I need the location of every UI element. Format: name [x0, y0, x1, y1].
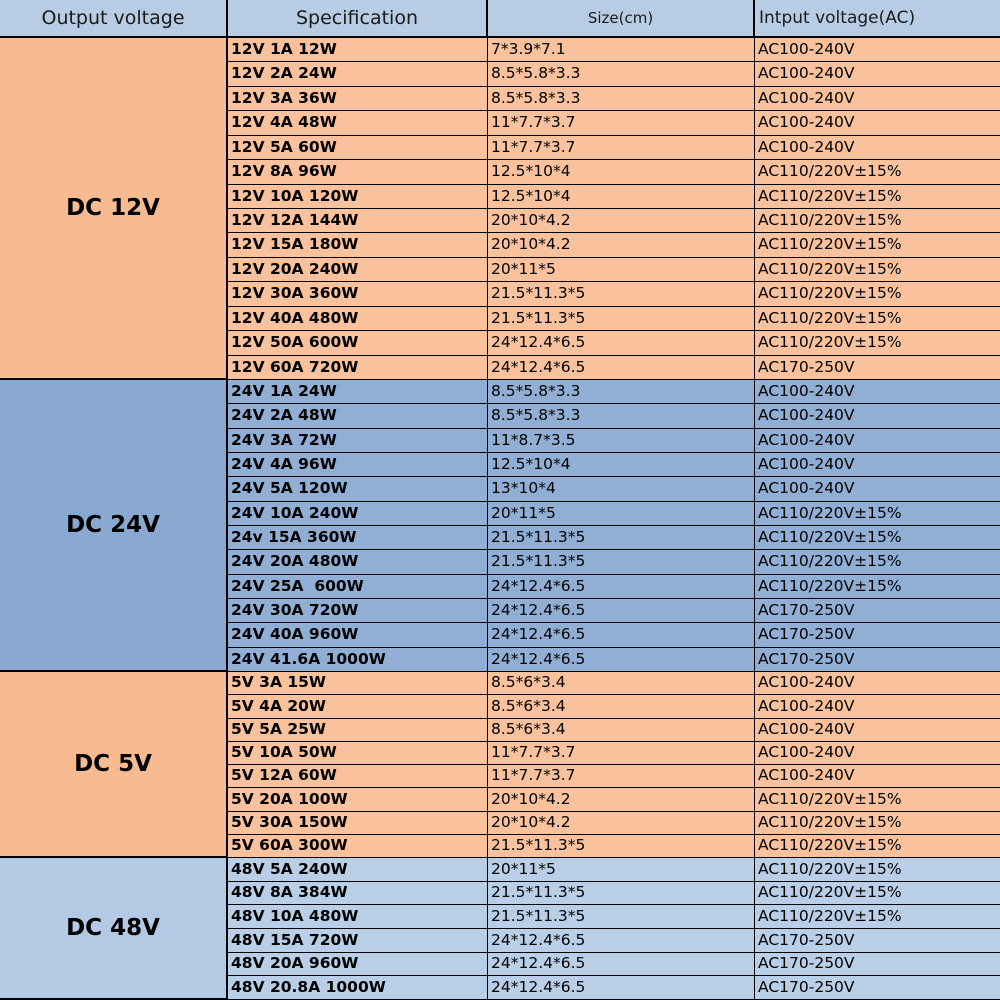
cell-input: AC110/220V±15% [755, 185, 1000, 209]
cell-size: 8.5*5.8*3.3 [488, 87, 755, 111]
cell-size: 24*12.4*6.5 [488, 331, 755, 355]
cell-spec: 24v 15A 360W [228, 526, 488, 550]
cell-size: 21.5*11.3*5 [488, 282, 755, 306]
cell-spec: 24V 2A 48W [228, 404, 488, 428]
cell-input: AC170-250V [755, 623, 1000, 647]
cell-size: 24*12.4*6.5 [488, 623, 755, 647]
cell-size: 21.5*11.3*5 [488, 550, 755, 574]
cell-spec: 48V 8A 384W [228, 882, 488, 906]
cell-input: AC110/220V±15% [755, 858, 1000, 882]
cell-spec: 48V 20A 960W [228, 953, 488, 977]
cell-spec: 5V 4A 20W [228, 695, 488, 718]
cell-size: 11*8.7*3.5 [488, 429, 755, 453]
cell-size: 8.5*6*3.4 [488, 672, 755, 695]
group-label-dc-5v: DC 5V [0, 672, 228, 858]
cell-size: 13*10*4 [488, 477, 755, 501]
cell-size: 20*10*4.2 [488, 812, 755, 835]
cell-input: AC100-240V [755, 719, 1000, 742]
cell-spec: 5V 20A 100W [228, 788, 488, 811]
cell-spec: 24V 4A 96W [228, 453, 488, 477]
cell-input: AC100-240V [755, 429, 1000, 453]
cell-spec: 12V 10A 120W [228, 185, 488, 209]
cell-input: AC170-250V [755, 976, 1000, 1000]
cell-size: 20*11*5 [488, 258, 755, 282]
cell-input: AC110/220V±15% [755, 905, 1000, 929]
cell-spec: 12V 12A 144W [228, 209, 488, 233]
group-label-dc-48v: DC 48V [0, 858, 228, 1000]
cell-input: AC110/220V±15% [755, 282, 1000, 306]
cell-size: 12.5*10*4 [488, 185, 755, 209]
cell-spec: 48V 10A 480W [228, 905, 488, 929]
cell-spec: 5V 5A 25W [228, 719, 488, 742]
cell-size: 24*12.4*6.5 [488, 356, 755, 380]
cell-input: AC110/220V±15% [755, 835, 1000, 858]
cell-spec: 24V 20A 480W [228, 550, 488, 574]
cell-spec: 24V 40A 960W [228, 623, 488, 647]
cell-spec: 12V 3A 36W [228, 87, 488, 111]
cell-spec: 12V 60A 720W [228, 356, 488, 380]
cell-input: AC100-240V [755, 404, 1000, 428]
cell-input: AC100-240V [755, 477, 1000, 501]
cell-input: AC110/220V±15% [755, 502, 1000, 526]
cell-size: 20*10*4.2 [488, 209, 755, 233]
cell-size: 20*10*4.2 [488, 233, 755, 257]
cell-size: 11*7.7*3.7 [488, 765, 755, 788]
cell-input: AC100-240V [755, 742, 1000, 765]
cell-spec: 12V 8A 96W [228, 160, 488, 184]
cell-input: AC110/220V±15% [755, 209, 1000, 233]
cell-input: AC110/220V±15% [755, 788, 1000, 811]
cell-input: AC100-240V [755, 62, 1000, 86]
cell-spec: 12V 50A 600W [228, 331, 488, 355]
cell-input: AC100-240V [755, 380, 1000, 404]
cell-input: AC110/220V±15% [755, 258, 1000, 282]
cell-spec: 5V 3A 15W [228, 672, 488, 695]
cell-size: 20*11*5 [488, 858, 755, 882]
cell-spec: 5V 10A 50W [228, 742, 488, 765]
cell-size: 24*12.4*6.5 [488, 575, 755, 599]
cell-spec: 12V 2A 24W [228, 62, 488, 86]
group-label-dc-12v: DC 12V [0, 38, 228, 380]
cell-spec: 48V 15A 720W [228, 929, 488, 953]
cell-input: AC170-250V [755, 599, 1000, 623]
cell-size: 12.5*10*4 [488, 453, 755, 477]
cell-input: AC110/220V±15% [755, 526, 1000, 550]
cell-spec: 24V 25A 600W [228, 575, 488, 599]
cell-input: AC100-240V [755, 136, 1000, 160]
cell-spec: 12V 15A 180W [228, 233, 488, 257]
cell-spec: 24V 1A 24W [228, 380, 488, 404]
cell-spec: 24V 41.6A 1000W [228, 648, 488, 672]
cell-size: 24*12.4*6.5 [488, 953, 755, 977]
cell-size: 21.5*11.3*5 [488, 526, 755, 550]
cell-spec: 24V 30A 720W [228, 599, 488, 623]
cell-input: AC100-240V [755, 111, 1000, 135]
cell-spec: 48V 5A 240W [228, 858, 488, 882]
cell-size: 8.5*5.8*3.3 [488, 404, 755, 428]
cell-size: 11*7.7*3.7 [488, 111, 755, 135]
cell-size: 8.5*5.8*3.3 [488, 380, 755, 404]
cell-spec: 24V 5A 120W [228, 477, 488, 501]
cell-spec: 12V 4A 48W [228, 111, 488, 135]
cell-spec: 48V 20.8A 1000W [228, 976, 488, 1000]
cell-input: AC100-240V [755, 695, 1000, 718]
cell-size: 24*12.4*6.5 [488, 929, 755, 953]
header-specification: Specification [228, 0, 488, 38]
cell-size: 8.5*6*3.4 [488, 719, 755, 742]
header-input-voltage: Intput voltage(AC) [755, 0, 1000, 38]
cell-input: AC170-250V [755, 929, 1000, 953]
cell-spec: 5V 60A 300W [228, 835, 488, 858]
cell-input: AC110/220V±15% [755, 331, 1000, 355]
cell-input: AC110/220V±15% [755, 307, 1000, 331]
cell-size: 21.5*11.3*5 [488, 905, 755, 929]
group-label-dc-24v: DC 24V [0, 380, 228, 672]
cell-size: 24*12.4*6.5 [488, 599, 755, 623]
cell-input: AC170-250V [755, 953, 1000, 977]
cell-input: AC100-240V [755, 38, 1000, 62]
header-size: Size(cm) [488, 0, 755, 38]
cell-input: AC170-250V [755, 356, 1000, 380]
cell-size: 21.5*11.3*5 [488, 835, 755, 858]
cell-spec: 5V 12A 60W [228, 765, 488, 788]
cell-spec: 12V 1A 12W [228, 38, 488, 62]
cell-size: 8.5*5.8*3.3 [488, 62, 755, 86]
cell-spec: 12V 20A 240W [228, 258, 488, 282]
cell-spec: 12V 5A 60W [228, 136, 488, 160]
cell-spec: 12V 30A 360W [228, 282, 488, 306]
cell-input: AC110/220V±15% [755, 812, 1000, 835]
cell-size: 21.5*11.3*5 [488, 307, 755, 331]
cell-size: 11*7.7*3.7 [488, 742, 755, 765]
cell-input: AC100-240V [755, 87, 1000, 111]
cell-size: 8.5*6*3.4 [488, 695, 755, 718]
cell-input: AC100-240V [755, 453, 1000, 477]
cell-size: 11*7.7*3.7 [488, 136, 755, 160]
cell-spec: 24V 3A 72W [228, 429, 488, 453]
cell-size: 7*3.9*7.1 [488, 38, 755, 62]
cell-spec: 24V 10A 240W [228, 502, 488, 526]
cell-input: AC110/220V±15% [755, 550, 1000, 574]
cell-size: 24*12.4*6.5 [488, 648, 755, 672]
cell-input: AC110/220V±15% [755, 575, 1000, 599]
cell-input: AC100-240V [755, 672, 1000, 695]
cell-spec: 12V 40A 480W [228, 307, 488, 331]
cell-size: 21.5*11.3*5 [488, 882, 755, 906]
cell-input: AC110/220V±15% [755, 233, 1000, 257]
cell-spec: 5V 30A 150W [228, 812, 488, 835]
cell-size: 24*12.4*6.5 [488, 976, 755, 1000]
cell-size: 20*11*5 [488, 502, 755, 526]
cell-input: AC110/220V±15% [755, 882, 1000, 906]
cell-input: AC100-240V [755, 765, 1000, 788]
cell-size: 12.5*10*4 [488, 160, 755, 184]
cell-size: 20*10*4.2 [488, 788, 755, 811]
cell-input: AC170-250V [755, 648, 1000, 672]
header-output-voltage: Output voltage [0, 0, 228, 38]
cell-input: AC110/220V±15% [755, 160, 1000, 184]
